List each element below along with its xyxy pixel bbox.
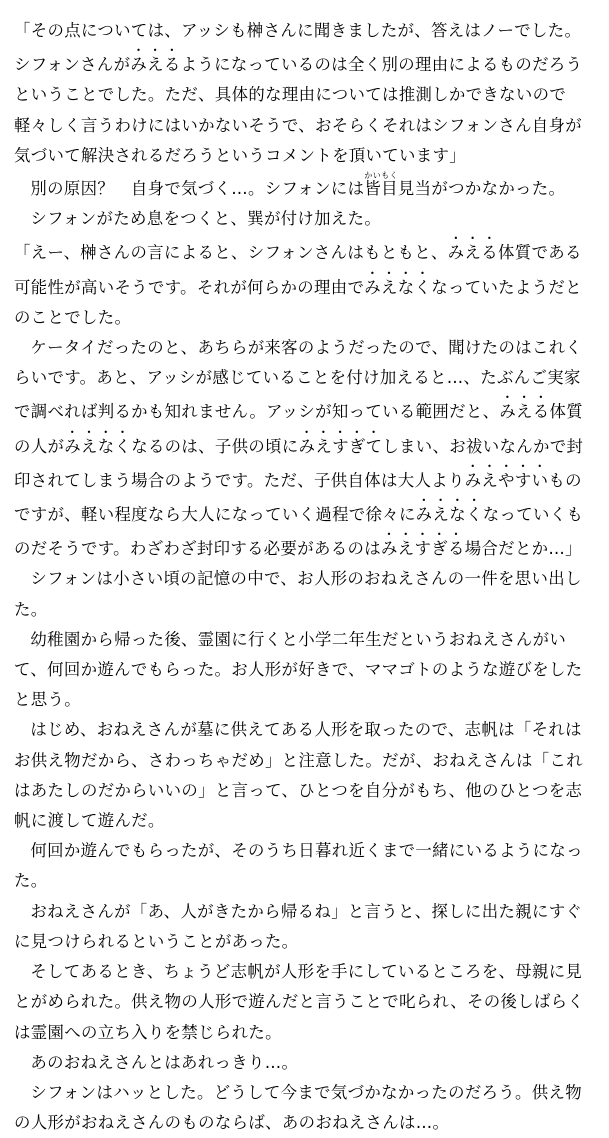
ruby-base: 皆目 [364,179,398,199]
paragraph-7: 幼稚園から帰った後、霊園に行くと小学二年生だというおねえさんがいて、何回か遊んでもらった。お人形が好きで、ママゴトのような遊びをしたと思う。 [14,629,583,710]
novel-page [14,16,597,1138]
paragraph-10: おねえさんが「あ、人がきたから帰るね」と言うと、探しに出た親にすぐに見つけられるということがあった。 [14,901,583,951]
paragraph-11: そしてあるとき、ちょうど志帆が人形を手にしているところを、母親に見とがめられた。供え物の人形で遊んだと言うことで叱られ、その後しばらくは霊園への立ち入りを禁じられた。 [14,962,585,1042]
paragraph-5: ケータイだったのと、あちらが来客のようだったので、聞けたのはこれくらいです。あと、アッシが感じていることを付け加えると…、たぶんご実家で調べれば判るかも知れません。アッシが知っている範囲だと、みえる体質の人がみえなくなるのは、子供の頃にみえすぎてしまい、お祓いなんかで封印されてしまう場合のようです。ただ、子供自体は大人よりみえやすいものですが、軽い程度なら大人になっていく過程で徐々にみえなくなっていくものだそうです。わざわざ封印する必要があるのはみえすぎる場合だとか…」 [14,338,584,559]
paragraph-2-tail: 見当がつかなかった。 [397,179,566,199]
paragraph-6: シフォンは小さい頃の記憶の中で、お人形のおねえさんの一件を思い出した。 [14,569,582,619]
paragraph-12: あのおねえさんとはあれっきり…。 [30,1052,299,1072]
paragraph-2 [14,171,597,204]
ruby-reading: かいもく [364,171,398,181]
paragraph-9: 何回か遊んでもらったが、そのうち日暮れ近くまで一緒にいるようになった。 [14,841,583,891]
paragraph-13: シフォンはハッとした。どうして今まで気づかなかったのだろう。供え物の人形がおねえさんのものならば、あのおねえさんは…。 [14,1082,583,1133]
paragraph-8: はじめ、おねえさんが墓に供えてある人形を取ったので、志帆は「それはお供え物だから、さわっちゃだめ」と注意した。だが、おねえさんは「これはあたしのだからいいの」と言って、ひとつを自分がもち、他のひとつを志帆に渡して遊んだ。 [14,720,584,831]
paragraph-4: 「えー、榊さんの言によると、シフォンさんはもともと、みえる体質である可能性が高いそうです。それが何らかの理由でみえなくなっていたようだとのことでした。 [14,243,582,327]
paragraph-3: シフォンがため息をつくと、巽が付け加えた。 [30,209,382,229]
ruby-kaimoku [364,171,398,199]
paragraph-1: 「その点については、アッシも榊さんに聞きましたが、答えはノーでした。シフォンさんがみえるようになっているのは全く別の理由によるものだろうということでした。ただ、具体的な理由については推測しかできないので軽々しく言うわけにはいかないそうで、おそらくそれはシフォンさん自身が気づいて解決されるだろうというコメントを頂いています」 [14,21,583,165]
paragraph-2-text: 別の原因？ 自身で気づく…。シフォンには [30,179,365,199]
